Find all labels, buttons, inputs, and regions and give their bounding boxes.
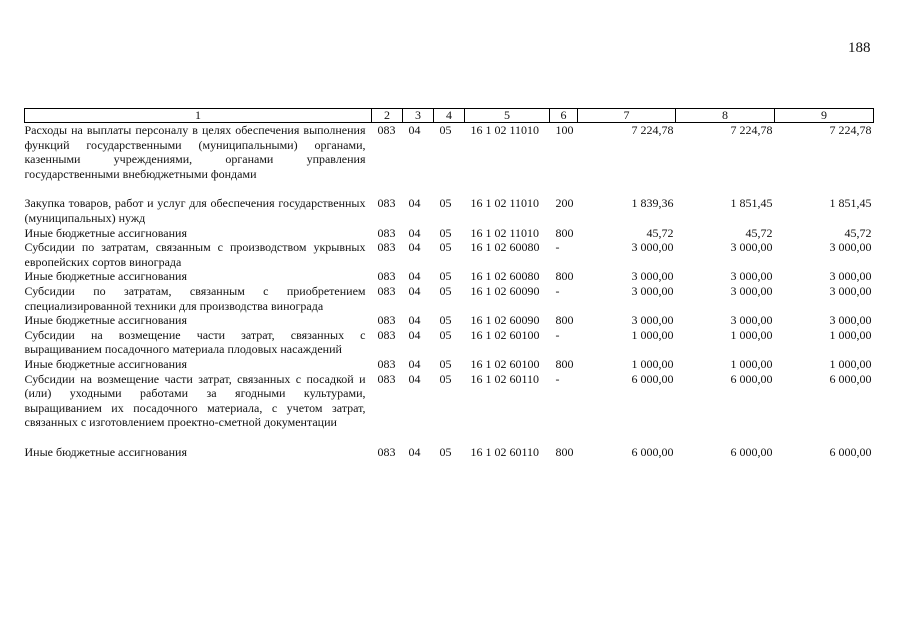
cell-c9: 1 851,45	[829, 196, 872, 211]
cell-c3: 04	[408, 225, 421, 240]
cell-c2: 083	[377, 196, 396, 211]
column-header: 5	[465, 109, 550, 123]
row-name: Иные бюджетные ассигнования	[24, 225, 187, 240]
cell-c3: 04	[408, 313, 421, 328]
row-name: Расходы на выплаты персоналу в целях обеспечения выполнения функций государственными (муниципальными) органами, казенными учреждениями, органами управления государственными внебюджетными фондами	[24, 123, 366, 181]
cell-c6: -	[555, 240, 560, 255]
cell-c8: 3 000,00	[730, 283, 773, 298]
cell-c3: 04	[408, 269, 421, 284]
page-number: 188	[848, 40, 871, 56]
cell-c8: 1 851,45	[730, 196, 773, 211]
cell-c8: 7 224,78	[730, 123, 773, 137]
cell-c9: 6 000,00	[829, 371, 872, 386]
row-name: Субсидии по затратам, связанным с производством укрывных европейских сортов винограда	[24, 240, 366, 269]
row-name: Субсидии по затратам, связанным с приобретением специализированной техники для производства винограда	[24, 283, 366, 313]
cell-c3: 04	[408, 327, 421, 342]
column-header: 1	[25, 109, 372, 123]
cell-c9: 45,72	[844, 225, 872, 240]
cell-c8: 6 000,00	[730, 371, 773, 386]
row-name: Субсидии на возмещение части затрат, связанных с выращиванием посадочного материала плодовых насаждений	[24, 327, 366, 357]
table-row	[25, 226, 874, 241]
table-row	[25, 269, 874, 284]
table-row	[25, 328, 874, 357]
cell-c9: 3 000,00	[829, 240, 872, 255]
cell-c2: 083	[377, 123, 396, 137]
cell-c3: 04	[408, 240, 421, 255]
cell-c8: 3 000,00	[730, 269, 773, 284]
cell-c9: 3 000,00	[829, 313, 872, 328]
cell-c2: 083	[377, 313, 396, 328]
cell-c4: 05	[439, 313, 452, 328]
cell-c8: 45,72	[745, 225, 773, 240]
cell-c6: 800	[555, 225, 574, 240]
cell-c9: 7 224,78	[829, 123, 872, 137]
cell-c6: 100	[555, 123, 574, 137]
cell-c9: 6 000,00	[829, 444, 872, 459]
cell-c7: 1 000,00	[631, 327, 674, 342]
row-name: Иные бюджетные ассигнования	[24, 444, 187, 459]
table-row	[25, 196, 874, 225]
cell-c7: 1 000,00	[631, 356, 674, 371]
cell-c7: 3 000,00	[631, 240, 674, 255]
cell-c4: 05	[439, 240, 452, 255]
cell-c4: 05	[439, 327, 452, 342]
cell-c2: 083	[377, 269, 396, 284]
cell-c2: 083	[377, 371, 396, 386]
header-row	[25, 109, 874, 123]
cell-c7: 45,72	[646, 225, 674, 240]
cell-c2: 083	[377, 356, 396, 371]
cell-c4: 05	[439, 371, 452, 386]
table-row	[25, 357, 874, 372]
cell-c6: 800	[555, 269, 574, 284]
cell-c5: 16 1 02 60090	[470, 283, 540, 298]
cell-c2: 083	[377, 327, 396, 342]
cell-c7: 6 000,00	[631, 444, 674, 459]
column-header: 8	[676, 109, 775, 123]
cell-c4: 05	[439, 225, 452, 240]
table-row	[25, 372, 874, 445]
cell-c4: 05	[439, 356, 452, 371]
column-header: 9	[775, 109, 874, 123]
cell-c8: 1 000,00	[730, 356, 773, 371]
cell-c5: 16 1 02 11010	[470, 196, 540, 211]
cell-c4: 05	[439, 444, 452, 459]
cell-c2: 083	[377, 225, 396, 240]
cell-c2: 083	[377, 240, 396, 255]
table-row	[25, 123, 874, 197]
cell-c9: 3 000,00	[829, 269, 872, 284]
cell-c7: 3 000,00	[631, 269, 674, 284]
cell-c7: 3 000,00	[631, 283, 674, 298]
cell-c8: 6 000,00	[730, 444, 773, 459]
cell-c3: 04	[408, 356, 421, 371]
cell-c6: 800	[555, 356, 574, 371]
cell-c6: 800	[555, 444, 574, 459]
table-row	[25, 240, 874, 269]
cell-c5: 16 1 02 60100	[470, 327, 540, 342]
cell-c2: 083	[377, 283, 396, 298]
row-name: Закупка товаров, работ и услуг для обеспечения государственных (муниципальных) нужд	[24, 196, 366, 225]
cell-c7: 6 000,00	[631, 371, 674, 386]
column-header: 4	[434, 109, 465, 123]
cell-c8: 3 000,00	[730, 240, 773, 255]
cell-c9: 1 000,00	[829, 327, 872, 342]
cell-c3: 04	[408, 196, 421, 211]
cell-c9: 1 000,00	[829, 356, 872, 371]
cell-c5: 16 1 02 60110	[470, 444, 540, 459]
cell-c7: 1 839,36	[631, 196, 674, 211]
cell-c6: 200	[555, 196, 574, 211]
row-name: Иные бюджетные ассигнования	[24, 269, 187, 284]
column-header: 6	[550, 109, 578, 123]
column-header: 2	[372, 109, 403, 123]
row-name: Субсидии на возмещение части затрат, связанных с посадкой и (или) уходными работами за ягодными культурами, выращиванием их посадочного материала, с учетом затрат, связанных с изготовлением проектно-сметной документации	[24, 371, 366, 430]
cell-c3: 04	[408, 123, 421, 137]
row-name: Иные бюджетные ассигнования	[24, 313, 187, 328]
table-row	[25, 445, 874, 460]
cell-c4: 05	[439, 196, 452, 211]
cell-c3: 04	[408, 283, 421, 298]
budget-table	[24, 108, 874, 459]
cell-c4: 05	[439, 283, 452, 298]
cell-c4: 05	[439, 269, 452, 284]
cell-c5: 16 1 02 60100	[470, 356, 540, 371]
cell-c5: 16 1 02 11010	[470, 225, 540, 240]
cell-c2: 083	[377, 444, 396, 459]
cell-c6: 800	[555, 313, 574, 328]
cell-c3: 04	[408, 371, 421, 386]
cell-c8: 1 000,00	[730, 327, 773, 342]
cell-c5: 16 1 02 60110	[470, 371, 540, 386]
row-name: Иные бюджетные ассигнования	[24, 356, 187, 371]
cell-c5: 16 1 02 60080	[470, 269, 540, 284]
cell-c6: -	[555, 283, 560, 298]
cell-c8: 3 000,00	[730, 313, 773, 328]
cell-c3: 04	[408, 444, 421, 459]
table-row	[25, 284, 874, 313]
cell-c9: 3 000,00	[829, 283, 872, 298]
cell-c5: 16 1 02 60080	[470, 240, 540, 255]
cell-c4: 05	[439, 123, 452, 137]
table-row	[25, 313, 874, 328]
cell-c6: -	[555, 327, 560, 342]
cell-c5: 16 1 02 60090	[470, 313, 540, 328]
cell-c7: 7 224,78	[631, 123, 674, 137]
cell-c7: 3 000,00	[631, 313, 674, 328]
column-header: 3	[403, 109, 434, 123]
cell-c5: 16 1 02 11010	[470, 123, 540, 137]
column-header: 7	[578, 109, 676, 123]
cell-c6: -	[555, 371, 560, 386]
